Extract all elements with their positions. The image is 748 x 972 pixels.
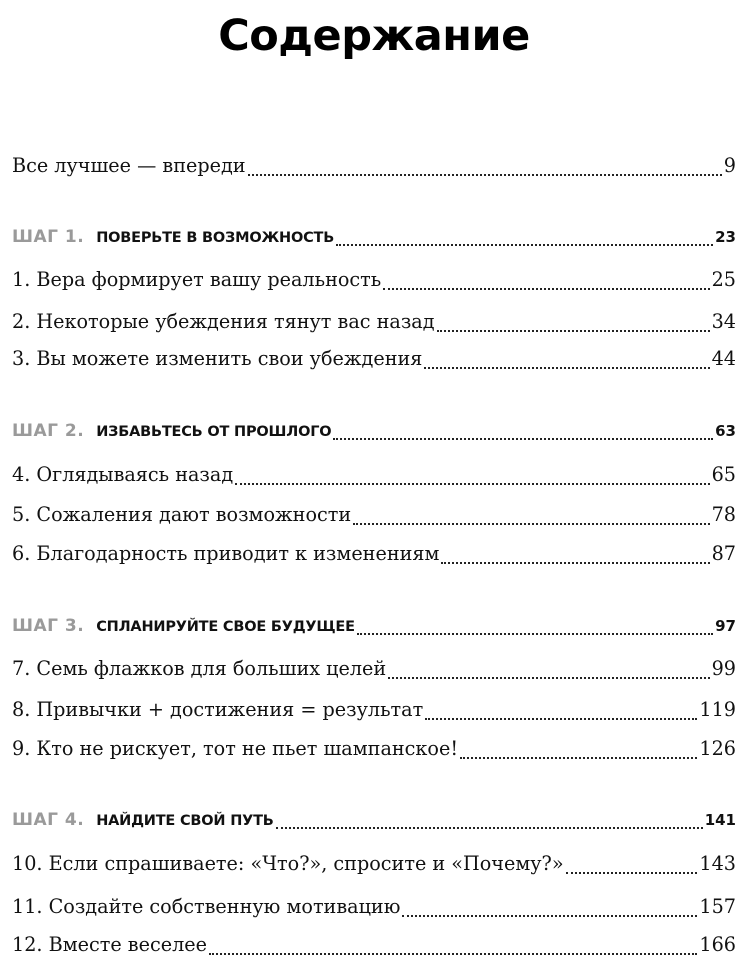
toc-step-4[interactable] [12,804,736,836]
toc-entry-6[interactable] [12,538,736,570]
dot-leader [333,438,713,440]
entry-page: 44 [711,347,736,370]
entry-title: 1. Вера формирует вашу реальность [12,268,382,291]
dot-leader [248,174,722,176]
step-page: 141 [704,811,736,829]
entry-page: 25 [711,268,736,291]
entry-page: 99 [711,657,736,680]
toc-entry-10[interactable] [12,848,736,880]
entry-title: 3. Вы можете изменить свои убеждения [12,347,423,370]
entry-page: 143 [699,852,736,875]
step-label: ШАГ 4. [12,810,85,830]
entry-title: 9. Кто не рискует, тот не пьет шампанское! [12,737,459,760]
dot-leader [353,523,709,525]
dot-leader [566,872,698,874]
step-title: ПОВЕРЬТЕ В ВОЗМОЖНОСТЬ [96,230,335,246]
dot-leader [424,367,709,369]
dot-leader [437,330,710,332]
toc-entry-3[interactable] [12,343,736,375]
entry-title: 6. Благодарность приводит к изменениям [12,542,440,565]
dot-leader [209,953,697,955]
entry-title: 2. Некоторые убеждения тянут вас назад [12,310,435,333]
entry-page: 157 [699,895,736,918]
entry-title: 8. Привычки + достижения = результат [12,698,424,721]
dot-leader [402,915,697,917]
step-page: 23 [715,228,736,246]
entry-page: 34 [711,310,736,333]
entry-title: Все лучшее — впереди [12,154,246,177]
entry-page: 119 [699,698,736,721]
toc-step-3[interactable] [12,610,736,642]
toc-entry-7[interactable] [12,653,736,685]
toc-step-2[interactable] [12,415,736,447]
dot-leader [357,633,713,635]
dot-leader [441,562,709,564]
dot-leader [460,757,697,759]
step-title: СПЛАНИРУЙТЕ СВОЕ БУДУЩЕЕ [96,619,355,635]
toc-entry-9[interactable] [12,733,736,765]
dot-leader [388,677,709,679]
step-page: 97 [715,617,736,635]
toc-entry-11[interactable] [12,891,736,923]
step-page: 63 [715,422,736,440]
step-title: НАЙДИТЕ СВОЙ ПУТЬ [96,813,274,829]
dot-leader [383,288,709,290]
entry-title: 10. Если спрашиваете: «Что?», спросите и «Почему?» [12,852,564,875]
step-label: ШАГ 2. [12,421,85,441]
entry-title: 11. Создайте собственную мотивацию [12,895,401,918]
entry-page: 9 [723,154,736,177]
entry-page: 78 [711,503,736,526]
step-title: ИЗБАВЬТЕСЬ ОТ ПРОШЛОГО [96,424,332,440]
step-label: ШАГ 3. [12,616,85,636]
toc-entry-intro[interactable] [12,150,736,182]
page-title: Содержание [218,11,530,61]
toc-entry-2[interactable] [12,306,736,338]
dot-leader [336,244,713,246]
entry-page: 65 [711,463,736,486]
entry-page: 87 [711,542,736,565]
toc-entry-4[interactable] [12,459,736,491]
step-label: ШАГ 1. [12,227,85,247]
toc-entry-1[interactable] [12,264,736,296]
entry-title: 7. Семь флажков для больших целей [12,657,387,680]
entry-page: 126 [699,737,736,760]
toc-entry-8[interactable] [12,694,736,726]
entry-title: 5. Сожаления дают возможности [12,503,352,526]
toc-entry-12[interactable] [12,929,736,961]
entry-title: 4. Оглядываясь назад [12,463,234,486]
dot-leader [425,718,697,720]
dot-leader [235,483,709,485]
toc-entry-5[interactable] [12,499,736,531]
toc-step-1[interactable] [12,221,736,253]
dot-leader [276,827,703,829]
entry-title: 12. Вместе веселее [12,933,207,956]
entry-page: 166 [699,933,736,956]
